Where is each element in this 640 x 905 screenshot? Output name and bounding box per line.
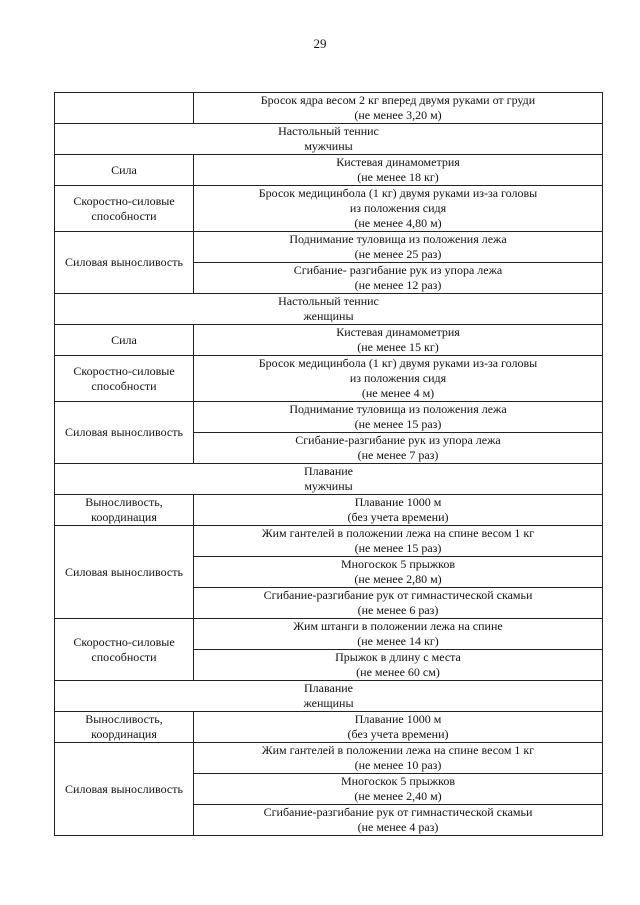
cell-text-line: женщины	[303, 696, 354, 710]
table-row	[55, 743, 603, 774]
cell-text-line: (не менее 3,20 м)	[354, 108, 442, 122]
cell-text-line: Плавание 1000 м	[354, 712, 442, 726]
cell-text-line: Плавание	[304, 681, 353, 695]
cell-text-line: из положения сидя	[349, 201, 447, 215]
ability-cell	[55, 712, 194, 743]
cell-text-line: (не менее 4 м)	[361, 386, 435, 400]
cell-text-line: (не менее 60 см)	[356, 665, 440, 679]
section-header-row	[55, 681, 603, 712]
cell-text-line: (не менее 4,80 м)	[354, 216, 442, 230]
table-row	[55, 155, 603, 186]
cell-text-line: (не менее 7 раз)	[357, 448, 439, 462]
test-cell	[194, 557, 603, 588]
ability-cell	[55, 155, 194, 186]
cell-text-line: Кистевая динамометрия	[336, 325, 460, 339]
cell-text-line: Бросок медицинбола (1 кг) двумя руками из-за головы	[258, 186, 538, 200]
cell-text-line: мужчины	[304, 139, 353, 153]
cell-text-line: Прыжок в длину с места	[335, 650, 461, 664]
test-cell	[194, 93, 603, 124]
ability-cell	[55, 356, 194, 402]
table-row	[55, 356, 603, 402]
cell-text-line: Жим штанги в положении лежа на спине	[293, 619, 503, 633]
ability-cell	[55, 186, 194, 232]
cell-text-line: Плавание 1000 м	[354, 495, 442, 509]
test-cell	[194, 495, 603, 526]
cell-text-line: (без учета времени)	[347, 727, 449, 741]
page-number: 29	[313, 36, 327, 51]
section-title	[55, 124, 603, 155]
cell-text-line: (не менее 15 раз)	[354, 541, 442, 555]
cell-text-line: Сгибание-разгибание рук из упора лежа	[295, 433, 501, 447]
cell-text-line: Сила	[111, 332, 137, 347]
cell-text-line: (без учета времени)	[347, 510, 449, 524]
test-cell	[194, 263, 603, 294]
cell-text-line: (не менее 15 кг)	[357, 340, 439, 354]
cell-text-line: (не менее 12 раз)	[354, 278, 442, 292]
test-cell	[194, 743, 603, 774]
cell-text-line: способности	[91, 378, 157, 393]
test-cell	[194, 619, 603, 650]
cell-text-line: (не менее 2,40 м)	[354, 789, 442, 803]
section-header-row	[55, 124, 603, 155]
test-cell	[194, 805, 603, 836]
cell-text-line: Сгибание-разгибание рук от гимнастической скамьи	[263, 805, 533, 819]
cell-text-line: Бросок ядра весом 2 кг вперед двумя руками от груди	[260, 93, 536, 107]
section-title	[55, 681, 603, 712]
cell-text-line: Скоростно-силовые	[73, 193, 175, 208]
table-row	[55, 325, 603, 356]
cell-text-line: (не менее 6 раз)	[357, 603, 439, 617]
ability-cell	[55, 743, 194, 836]
cell-text-line: Многоскок 5 прыжков	[340, 557, 456, 571]
cell-text-line: (не менее 18 кг)	[357, 170, 439, 184]
table-row	[55, 495, 603, 526]
test-cell	[194, 232, 603, 263]
cell-text-line: (не менее 15 раз)	[354, 417, 442, 431]
table-row	[55, 186, 603, 232]
test-cell	[194, 774, 603, 805]
section-title	[55, 294, 603, 325]
test-cell	[194, 712, 603, 743]
cell-text-line: способности	[91, 208, 157, 223]
cell-text-line: Плавание	[304, 464, 353, 478]
test-cell	[194, 433, 603, 464]
test-cell	[194, 325, 603, 356]
section-header-row	[55, 294, 603, 325]
cell-text-line: координация	[91, 727, 157, 741]
cell-text-line: женщины	[303, 309, 354, 323]
cell-text-line: Поднимание туловища из положения лежа	[289, 232, 507, 246]
ability-cell	[55, 495, 194, 526]
cell-text-line: Настольный теннис	[278, 124, 379, 138]
standards-table	[54, 92, 603, 836]
cell-text-line: Силовая выносливость	[65, 781, 183, 796]
cell-text-line: Сила	[111, 162, 137, 177]
cell-text-line: (не менее 14 кг)	[357, 634, 439, 648]
table-row	[55, 619, 603, 650]
cell-text-line: Силовая выносливость	[65, 425, 183, 439]
test-cell	[194, 526, 603, 557]
test-cell	[194, 402, 603, 433]
cell-text-line: мужчины	[304, 479, 353, 493]
cell-text-line: Поднимание туловища из положения лежа	[289, 402, 507, 416]
cell-text-line: из положения сидя	[349, 371, 447, 385]
cell-text-line: Скоростно-силовые	[73, 634, 175, 649]
cell-text-line: Сгибание-разгибание рук от гимнастической скамьи	[263, 588, 533, 602]
table-row	[55, 232, 603, 263]
cell-text-line: Выносливость,	[85, 495, 163, 509]
cell-text-line: (не менее 10 раз)	[354, 758, 442, 772]
cell-text-line: способности	[91, 649, 157, 664]
ability-cell	[55, 232, 194, 294]
test-cell	[194, 588, 603, 619]
cell-text-line: Скоростно-силовые	[73, 363, 175, 378]
cell-text-line: Выносливость,	[85, 712, 163, 726]
ability-cell	[55, 402, 194, 464]
ability-cell	[55, 93, 194, 124]
table-row	[55, 402, 603, 433]
cell-text-line: Настольный теннис	[278, 294, 379, 308]
section-header-row	[55, 464, 603, 495]
table-row	[55, 526, 603, 557]
cell-text-line: Кистевая динамометрия	[336, 155, 460, 169]
cell-text-line: (не менее 2,80 м)	[354, 572, 442, 586]
cell-text-line: Сгибание- разгибание рук из упора лежа	[293, 263, 503, 277]
cell-text-line: Бросок медицинбола (1 кг) двумя руками из-за головы	[258, 356, 538, 370]
test-cell	[194, 650, 603, 681]
cell-text-line: (не менее 25 раз)	[354, 247, 442, 261]
test-cell	[194, 356, 603, 402]
cell-text-line: Жим гантелей в положении лежа на спине весом 1 кг	[261, 526, 535, 540]
cell-text-line: координация	[91, 510, 157, 524]
cell-text-line: Жим гантелей в положении лежа на спине весом 1 кг	[261, 743, 535, 757]
cell-text-line: Силовая выносливость	[65, 564, 183, 579]
ability-cell	[55, 526, 194, 619]
ability-cell	[55, 619, 194, 681]
ability-cell	[55, 325, 194, 356]
test-cell	[194, 155, 603, 186]
test-cell	[194, 186, 603, 232]
section-title	[55, 464, 603, 495]
table-row	[55, 93, 603, 124]
cell-text-line: Силовая выносливость	[65, 255, 183, 269]
cell-text-line: Многоскок 5 прыжков	[340, 774, 456, 788]
cell-text-line: (не менее 4 раз)	[357, 820, 439, 834]
table-row	[55, 712, 603, 743]
